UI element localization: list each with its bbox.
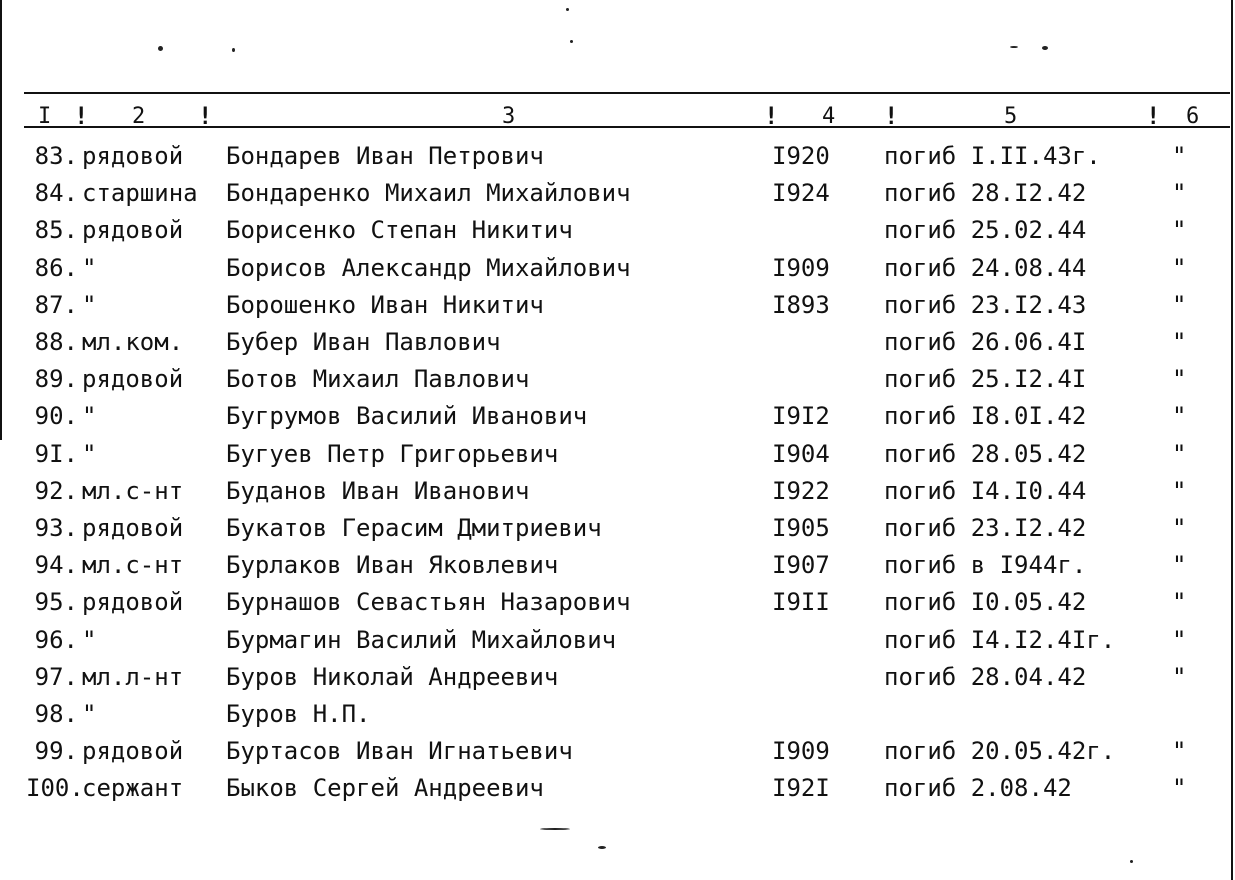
row-rank: мл.л-нт <box>82 662 184 691</box>
row-birth-year: I909 <box>772 253 830 282</box>
row-number: 96. <box>34 625 78 654</box>
header-separator: ! <box>1146 102 1161 130</box>
row-number: 86. <box>34 253 78 282</box>
row-birth-year: I920 <box>772 142 830 170</box>
row-number: I00. <box>26 774 84 803</box>
row-name: Борисов Александр Михайлович <box>226 253 631 282</box>
row-fate: погиб 25.02.44 <box>884 216 1087 245</box>
row-birth-year: I92I <box>772 774 830 803</box>
row-fate: погиб I0.05.42 <box>884 588 1087 617</box>
row-ditto-mark: " <box>1172 588 1187 617</box>
row-name: Букатов Герасим Дмитриевич <box>226 514 602 542</box>
scan-speck <box>1130 860 1133 863</box>
table-row <box>0 287 1235 323</box>
row-rank: рядовой <box>82 588 184 617</box>
row-number: 92. <box>34 476 78 505</box>
row-fate: погиб 23.I2.43 <box>884 290 1087 319</box>
row-rank: рядовой <box>82 142 184 170</box>
row-ditto-mark: " <box>1172 514 1187 542</box>
row-ditto-mark: " <box>1172 625 1187 654</box>
row-birth-year: I907 <box>772 551 830 580</box>
row-ditto-mark: " <box>1172 737 1187 766</box>
row-birth-year: I9II <box>772 588 830 617</box>
row-name: Бондарев Иван Петрович <box>226 142 544 170</box>
scan-speck <box>1042 46 1048 50</box>
row-number: 97. <box>34 662 78 691</box>
row-ditto-mark: " <box>1172 179 1187 208</box>
row-ditto-mark: " <box>1172 142 1187 170</box>
header-separator: ! <box>74 102 89 130</box>
row-ditto-mark: " <box>1172 662 1187 691</box>
header-col-4: 4 <box>822 104 837 129</box>
row-rank: мл.с-нт <box>82 476 184 505</box>
row-fate: погиб 2.08.42 <box>884 774 1072 803</box>
scan-speck <box>566 8 569 11</box>
row-number: 84. <box>34 179 78 208</box>
row-name: Ботов Михаил Павлович <box>226 365 530 394</box>
table-row <box>0 733 1235 769</box>
row-number: 85. <box>34 216 78 245</box>
header-col-3: 3 <box>502 104 517 129</box>
header-col-2: 2 <box>132 104 147 129</box>
row-number: 89. <box>34 365 78 394</box>
row-number: 90. <box>34 402 78 431</box>
row-name: Бурмагин Василий Михайлович <box>226 625 617 654</box>
row-name: Борисенко Степан Никитич <box>226 216 573 245</box>
table-row <box>0 622 1235 658</box>
row-fate: погиб в I944г. <box>884 551 1087 580</box>
row-ditto-mark: " <box>1172 476 1187 505</box>
row-rank: " <box>82 625 97 654</box>
scan-speck <box>158 46 163 51</box>
row-rank: рядовой <box>82 365 184 394</box>
scan-speck <box>598 846 606 849</box>
row-number: 98. <box>34 700 78 728</box>
table-row <box>0 696 1235 732</box>
row-rank: " <box>82 402 97 431</box>
scan-speck <box>540 828 570 830</box>
table-row <box>0 361 1235 397</box>
row-rank: " <box>82 253 97 282</box>
row-name: Бурлаков Иван Яковлевич <box>226 551 559 580</box>
table-row <box>0 324 1235 360</box>
row-name: Бондаренко Михаил Михайлович <box>226 179 631 208</box>
table-row <box>0 547 1235 583</box>
table-row <box>0 138 1235 174</box>
row-name: Буров Николай Андреевич <box>226 662 559 691</box>
row-ditto-mark: " <box>1172 216 1187 245</box>
row-name: Буртасов Иван Игнатьевич <box>226 737 573 766</box>
row-number: 87. <box>34 290 78 319</box>
table-row <box>0 398 1235 434</box>
row-number: 95. <box>34 588 78 617</box>
header-col-1: I <box>38 104 53 129</box>
row-ditto-mark: " <box>1172 402 1187 431</box>
table-row <box>0 659 1235 695</box>
table-row <box>0 770 1235 806</box>
row-birth-year: I904 <box>772 439 830 468</box>
row-name: Бугуев Петр Григорьевич <box>226 439 559 468</box>
row-name: Буров Н.П. <box>226 700 371 728</box>
row-name: Бугрумов Василий Иванович <box>226 402 588 431</box>
row-rank: " <box>82 700 97 728</box>
table-row <box>0 584 1235 620</box>
row-fate: погиб 26.06.4I <box>884 328 1087 356</box>
row-ditto-mark: " <box>1172 328 1187 356</box>
row-fate: погиб 28.05.42 <box>884 439 1087 468</box>
row-number: 83. <box>34 142 78 170</box>
row-ditto-mark: " <box>1172 290 1187 319</box>
row-number: 93. <box>34 514 78 542</box>
table-row <box>0 175 1235 211</box>
row-name: Быков Сергей Андреевич <box>226 774 544 803</box>
row-number: 88. <box>34 328 78 356</box>
row-birth-year: I922 <box>772 476 830 505</box>
row-rank: " <box>82 439 97 468</box>
row-ditto-mark: " <box>1172 253 1187 282</box>
row-number: 94. <box>34 551 78 580</box>
table-row <box>0 436 1235 472</box>
row-rank: старшина <box>82 179 198 208</box>
row-name: Бурнашов Севастьян Назарович <box>226 588 631 617</box>
row-birth-year: I893 <box>772 290 830 319</box>
row-ditto-mark: " <box>1172 365 1187 394</box>
row-fate: погиб I.II.43г. <box>884 142 1101 170</box>
table-row <box>0 250 1235 286</box>
row-fate: погиб 28.I2.42 <box>884 179 1087 208</box>
row-birth-year: I905 <box>772 514 830 542</box>
row-ditto-mark: " <box>1172 551 1187 580</box>
row-number: 99. <box>34 737 78 766</box>
header-separator: ! <box>198 102 213 130</box>
scan-speck <box>570 40 573 43</box>
row-birth-year: I924 <box>772 179 830 208</box>
row-fate: погиб 24.08.44 <box>884 253 1087 282</box>
header-separator: ! <box>884 102 899 130</box>
scan-speck <box>1010 46 1018 48</box>
row-fate: погиб 23.I2.42 <box>884 514 1087 542</box>
row-name: Бубер Иван Павлович <box>226 328 501 356</box>
row-ditto-mark: " <box>1172 774 1187 803</box>
row-rank: " <box>82 290 97 319</box>
header-col-5: 5 <box>1004 104 1019 129</box>
row-birth-year: I909 <box>772 737 830 766</box>
row-rank: сержант <box>82 774 184 803</box>
row-fate: погиб 28.04.42 <box>884 662 1087 691</box>
header-col-6: 6 <box>1186 104 1201 129</box>
row-name: Буданов Иван Иванович <box>226 476 530 505</box>
row-rank: мл.ком. <box>82 328 184 356</box>
row-rank: рядовой <box>82 737 184 766</box>
row-fate: погиб 20.05.42г. <box>884 737 1116 766</box>
row-fate: погиб I4.I2.4Iг. <box>884 625 1116 654</box>
table-row <box>0 473 1235 509</box>
row-fate: погиб 25.I2.4I <box>884 365 1087 394</box>
table-top-rule <box>24 92 1230 94</box>
row-rank: рядовой <box>82 514 184 542</box>
row-fate: погиб I8.0I.42 <box>884 402 1087 431</box>
row-ditto-mark: " <box>1172 439 1187 468</box>
row-birth-year: I9I2 <box>772 402 830 431</box>
header-separator: ! <box>764 102 779 130</box>
row-number: 9I. <box>34 439 78 468</box>
row-name: Борошенко Иван Никитич <box>226 290 544 319</box>
row-rank: рядовой <box>82 216 184 245</box>
table-row <box>0 212 1235 248</box>
row-fate: погиб I4.I0.44 <box>884 476 1087 505</box>
row-rank: мл.с-нт <box>82 551 184 580</box>
scan-speck <box>232 48 235 52</box>
table-row <box>0 510 1235 546</box>
